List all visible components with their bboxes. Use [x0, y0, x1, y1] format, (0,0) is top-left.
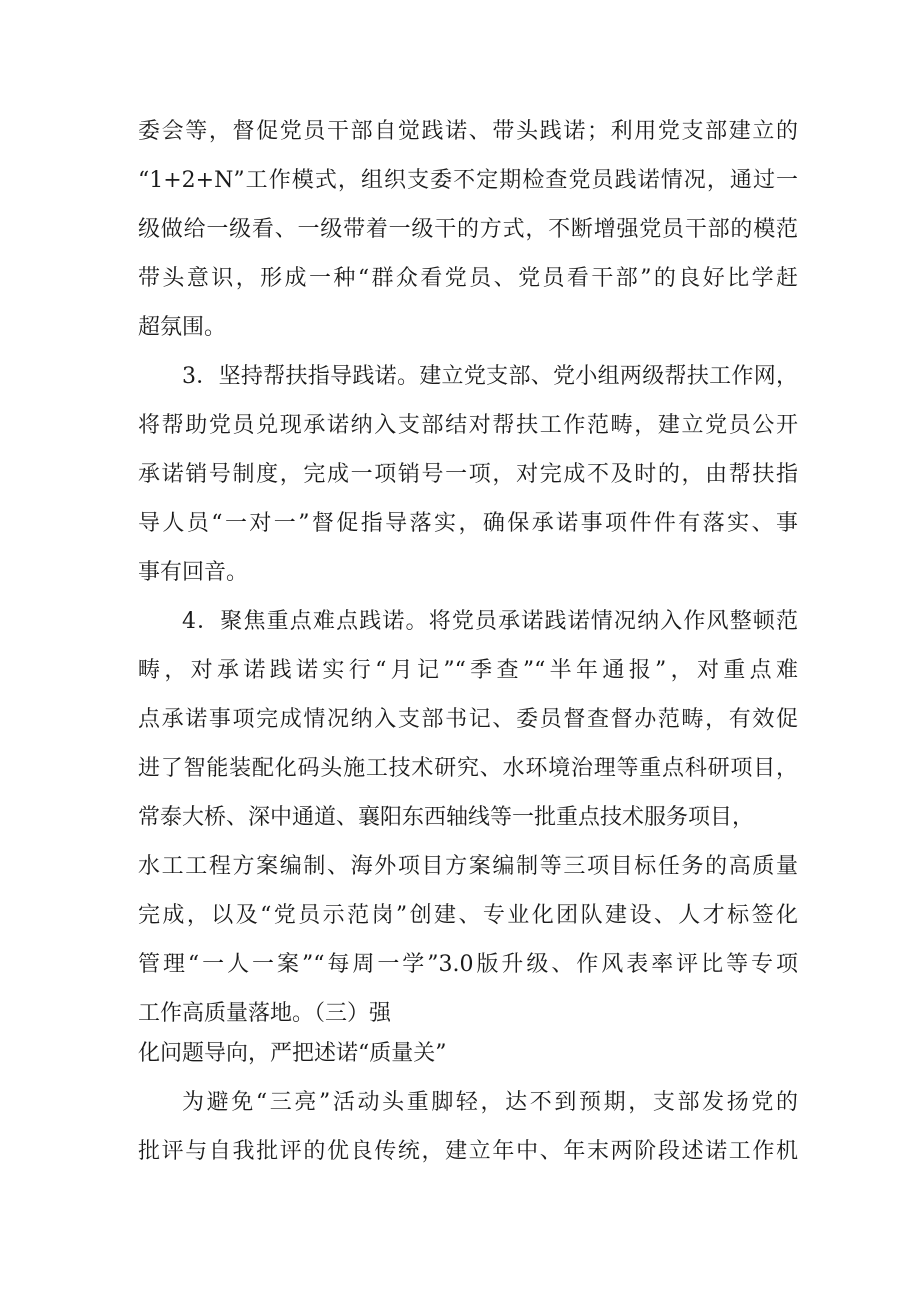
text-line: 为避免“三亮”活动头重脚轻，达不到预期，支部发扬党的: [182, 1090, 798, 1115]
text-line: 承诺销号制度，完成一项销号一项，对完成不及时的，由帮扶指: [138, 462, 798, 487]
text-line: 常泰大桥、深中通道、襄阳东西轴线等一批重点技术服务项目，: [138, 805, 755, 830]
text-line: 水工工程方案编制、海外项目方案编制等三项目标任务的高质量: [138, 854, 798, 879]
text-line: 级做给一级看、一级带着一级干的方式，不断增强党员干部的模范: [138, 217, 798, 242]
text-line: 将帮助党员兑现承诺纳入支部结对帮扶工作范畴，建立党员公开: [138, 413, 798, 438]
list-item-heading: 3．坚持帮扶指导践诺。建立党支部、党小组两级帮扶工作网，: [182, 364, 798, 389]
text-line: 委会等，督促党员干部自觉践诺、带头践诺；利用党支部建立的: [138, 119, 798, 144]
section-heading: 化问题导向，严把述诺“质量关”: [138, 1041, 447, 1066]
text-line: 超氛围。: [138, 315, 227, 340]
text-line: 点承诺事项完成情况纳入支部书记、委员督查督办范畴，有效促: [138, 707, 798, 732]
text-line: 完成，以及“党员示范岗”创建、专业化团队建设、人才标签化: [138, 903, 798, 928]
text-line: “1+2+N”工作模式，组织支委不定期检查党员践诺情况，通过一: [138, 168, 798, 193]
text-line: 管理“一人一案”“每周一学”3.0版升级、作风表率评比等专项: [138, 952, 798, 977]
text-line: 工作高质量落地。（三）强: [138, 1001, 392, 1026]
text-line: 导人员“一对一”督促指导落实，确保承诺事项件件有落实、事: [138, 511, 798, 536]
text-line: 事有回音。: [138, 560, 249, 585]
document-body: [138, 112, 798, 1181]
text-line: 带头意识，形成一种“群众看党员、党员看干部”的良好比学赶: [138, 266, 798, 291]
text-line: 畴，对承诺践诺实行“月记”“季查”“半年通报”，对重点难: [138, 658, 798, 683]
text-line: 批评与自我批评的优良传统，建立年中、年末两阶段述诺工作机: [138, 1139, 798, 1164]
text-line: 进了智能装配化码头施工技术研究、水环境治理等重点科研项目，: [138, 756, 798, 781]
list-item-heading: 4．聚焦重点难点践诺。将党员承诺践诺情况纳入作风整顿范: [182, 609, 798, 634]
